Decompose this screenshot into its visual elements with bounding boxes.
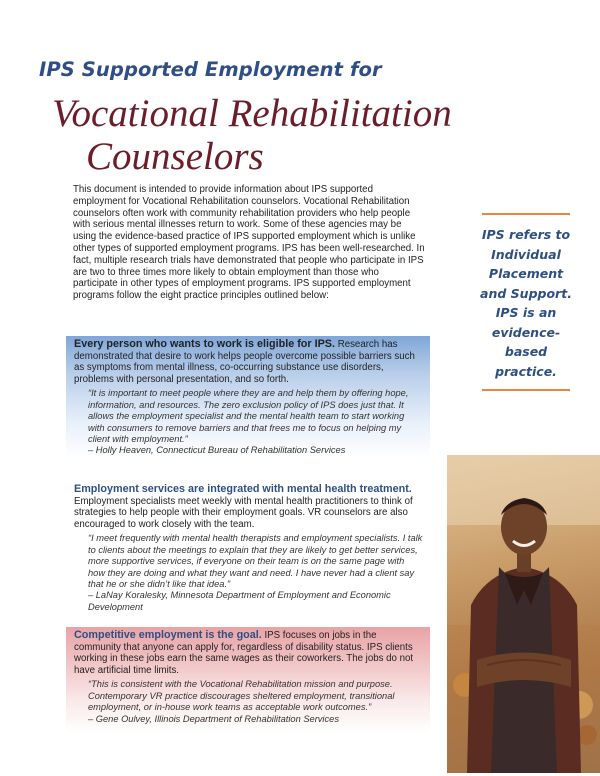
- title-line-2: Counselors: [86, 135, 264, 178]
- principle-1-body: Research has demonstrated that desire to work helps people overcome possible barriers such as symptoms from mental illness, co-occurring substance use disorders, problems with personal presentation, and so forth.: [74, 339, 415, 385]
- principle-2-attribution: – LaNay Koralesky, Minnesota Department of Employment and Economic Development: [88, 590, 391, 612]
- principle-3-paragraph: [74, 630, 423, 676]
- employee-illustration: [447, 455, 600, 773]
- principle-2-body: Employment specialists meet weekly with mental health practitioners to think of strategies to help people with their employment goals. VR counselors are also encouraged to work closely with the team.: [74, 495, 413, 530]
- principle-1-heading: Every person who wants to work is eligible for IPS.: [74, 338, 335, 350]
- principle-1-paragraph: [74, 339, 423, 385]
- principle-2-heading: Employment services are integrated with mental health treatment.: [74, 483, 412, 495]
- callout-top-rule: [482, 213, 570, 215]
- callout-bottom-rule: [482, 389, 570, 391]
- principle-3-attribution: – Gene Oulvey, Illinois Department of Rehabilitation Services: [88, 713, 339, 724]
- principle-1-attribution: – Holly Heaven, Connecticut Bureau of Rehabilitation Services: [88, 445, 346, 456]
- document-subtitle: IPS Supported Employment for: [39, 58, 382, 81]
- principle-2-paragraph: [74, 484, 423, 530]
- principle-1-quote: “It is important to meet people where they are and help them by offering hope, information, and resources. The zero exclusion policy of IPS does just that. It allows the employment specialist and the mental health team to start working with consumers to remove barriers and that frees me to focus on helping my client with employment.”: [88, 388, 409, 444]
- employee-photo: [447, 455, 600, 773]
- principle-competitive-employment: [66, 627, 430, 733]
- principle-2-quote: “I meet frequently with mental health therapists and employment specialists. I talk to clients about the meetings to explain that they are likely to get better services, more supportive services, if everyone on their team is on the same page with how they are doing and what they want and need. I have never had a client say that he or she didn’t like that idea.”: [88, 533, 423, 589]
- document-title: [52, 92, 512, 178]
- principle-eligibility: [66, 336, 430, 458]
- principle-integration: [66, 481, 430, 617]
- intro-paragraph: This document is intended to provide information about IPS supported employment for Vocational Rehabilitation counselors. Vocational Rehabilitation counselors often work with community rehabilitation providers who help people with serious mental illnesses return to work. Some of these agencies may be using the evidence-based practice of IPS supported employment which is unlike other types of supported employment programs. IPS has been well-researched. In fact, multiple research trials have demonstrated that people who participate in IPS are two to three times more likely to obtain employment than those who participate in other types of employment programs. IPS supported employment programs follow the eight practice principles outlined below:: [73, 184, 425, 302]
- principle-3-quote: “This is consistent with the Vocational Rehabilitation mission and purpose. Contemporary VR practice discourages sheltered employment, transitional employment, or in-house work teams as acceptable work outcomes.”: [88, 679, 395, 713]
- principle-3-body: IPS focuses on jobs in the community that anyone can apply for, regardless of disability status. IPS clients working in these jobs earn the same wages as their coworkers. The jobs do not have artificial time limits.: [74, 630, 414, 676]
- ips-callout: [478, 213, 574, 391]
- title-line-1: Vocational Rehabilitation: [52, 92, 452, 135]
- principle-3-heading: Competitive employment is the goal.: [74, 629, 262, 641]
- callout-text: IPS refers to Individual Placement and Support. IPS is an evidence-based practice.: [480, 227, 572, 379]
